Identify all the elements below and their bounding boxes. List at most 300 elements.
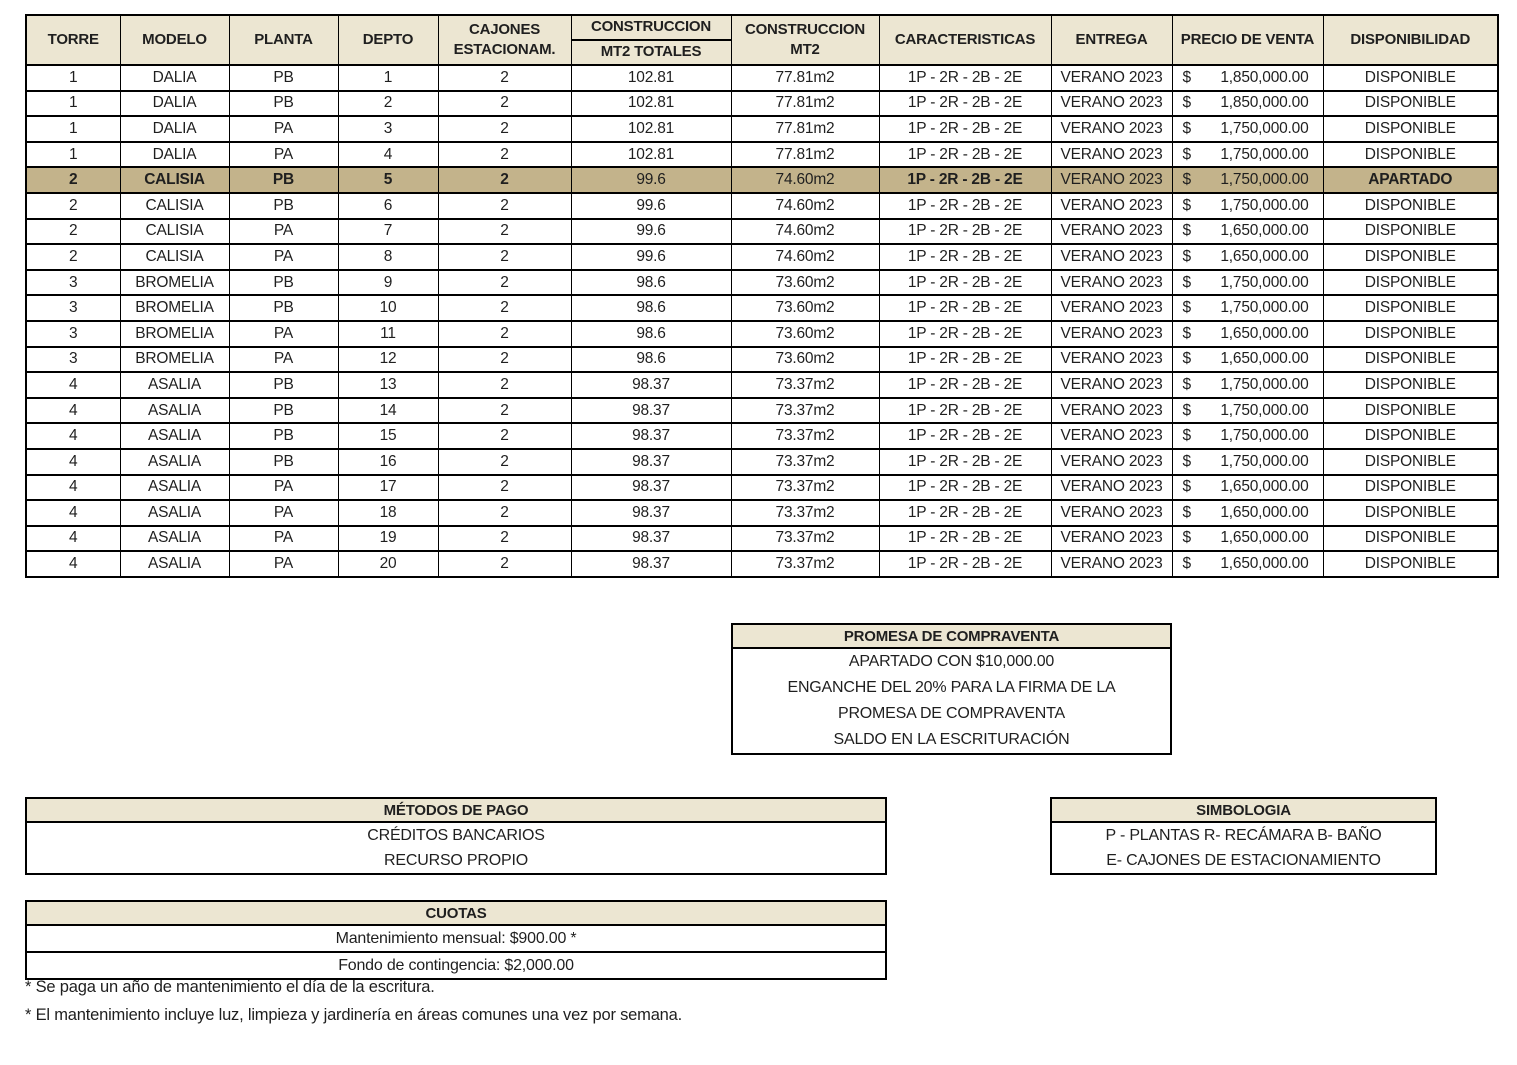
cell-mt2_totales: 102.81 bbox=[571, 142, 731, 168]
cell-construccion: 73.37m2 bbox=[731, 423, 879, 449]
cell-depto: 1 bbox=[338, 65, 438, 91]
cell-entrega: VERANO 2023 bbox=[1051, 244, 1172, 270]
table-row bbox=[26, 219, 1498, 245]
price-amount: 1,750,000.00 bbox=[1220, 171, 1309, 189]
cell-planta: PB bbox=[229, 449, 338, 475]
cell-caracteristicas: 1P - 2R - 2B - 2E bbox=[879, 372, 1051, 398]
col-header-planta: PLANTA bbox=[229, 15, 338, 65]
cell-modelo: DALIA bbox=[120, 65, 229, 91]
cell-entrega: VERANO 2023 bbox=[1051, 142, 1172, 168]
col-header-construccion-totales-top: CONSTRUCCION bbox=[571, 15, 731, 40]
cell-entrega: VERANO 2023 bbox=[1051, 449, 1172, 475]
cell-precio bbox=[1172, 500, 1323, 526]
cell-depto: 3 bbox=[338, 116, 438, 142]
cell-entrega: VERANO 2023 bbox=[1051, 321, 1172, 347]
cell-mt2_totales: 98.37 bbox=[571, 423, 731, 449]
table-row bbox=[26, 551, 1498, 577]
cell-entrega: VERANO 2023 bbox=[1051, 193, 1172, 219]
price-amount: 1,650,000.00 bbox=[1220, 350, 1309, 368]
cell-depto: 6 bbox=[338, 193, 438, 219]
cell-mt2_totales: 99.6 bbox=[571, 219, 731, 245]
cell-planta: PB bbox=[229, 423, 338, 449]
price-amount: 1,650,000.00 bbox=[1220, 247, 1309, 265]
cell-entrega: VERANO 2023 bbox=[1051, 270, 1172, 296]
cell-construccion: 73.37m2 bbox=[731, 398, 879, 424]
cell-mt2_totales: 98.37 bbox=[571, 398, 731, 424]
currency-symbol: $ bbox=[1182, 273, 1191, 291]
currency-symbol: $ bbox=[1182, 247, 1191, 265]
cell-modelo: BROMELIA bbox=[120, 347, 229, 373]
cell-disponibilidad: DISPONIBLE bbox=[1323, 65, 1498, 91]
cell-precio bbox=[1172, 475, 1323, 501]
currency-symbol: $ bbox=[1182, 324, 1191, 342]
cell-construccion: 73.37m2 bbox=[731, 449, 879, 475]
cell-caracteristicas: 1P - 2R - 2B - 2E bbox=[879, 167, 1051, 193]
cell-depto: 10 bbox=[338, 295, 438, 321]
currency-symbol: $ bbox=[1182, 299, 1191, 317]
currency-symbol: $ bbox=[1182, 529, 1191, 547]
price-list-table bbox=[25, 14, 1499, 578]
col-header-modelo: MODELO bbox=[120, 15, 229, 65]
col-header-entrega: ENTREGA bbox=[1051, 15, 1172, 65]
cell-mt2_totales: 98.37 bbox=[571, 475, 731, 501]
cell-cajones: 2 bbox=[438, 295, 571, 321]
simbologia-box-title: SIMBOLOGIA bbox=[1052, 799, 1435, 823]
cell-precio bbox=[1172, 449, 1323, 475]
price-amount: 1,650,000.00 bbox=[1220, 478, 1309, 496]
cell-modelo: ASALIA bbox=[120, 551, 229, 577]
cell-modelo: DALIA bbox=[120, 142, 229, 168]
table-row bbox=[26, 244, 1498, 270]
cell-construccion: 73.37m2 bbox=[731, 500, 879, 526]
cell-torre: 4 bbox=[26, 372, 120, 398]
cell-depto: 17 bbox=[338, 475, 438, 501]
cell-planta: PB bbox=[229, 91, 338, 117]
cell-modelo: ASALIA bbox=[120, 372, 229, 398]
cell-precio bbox=[1172, 91, 1323, 117]
col-header-torre: TORRE bbox=[26, 15, 120, 65]
cell-modelo: ASALIA bbox=[120, 398, 229, 424]
footnote-maintenance-includes: * El mantenimiento incluye luz, limpieza y jardinería en áreas comunes una vez por semana. bbox=[25, 1006, 683, 1024]
price-amount: 1,850,000.00 bbox=[1220, 94, 1309, 112]
price-amount: 1,650,000.00 bbox=[1220, 324, 1309, 342]
cell-planta: PA bbox=[229, 475, 338, 501]
cell-caracteristicas: 1P - 2R - 2B - 2E bbox=[879, 270, 1051, 296]
cell-precio bbox=[1172, 270, 1323, 296]
cell-caracteristicas: 1P - 2R - 2B - 2E bbox=[879, 423, 1051, 449]
cell-planta: PA bbox=[229, 500, 338, 526]
table-row bbox=[26, 423, 1498, 449]
cell-depto: 19 bbox=[338, 526, 438, 552]
cell-caracteristicas: 1P - 2R - 2B - 2E bbox=[879, 193, 1051, 219]
cell-depto: 20 bbox=[338, 551, 438, 577]
cell-entrega: VERANO 2023 bbox=[1051, 398, 1172, 424]
cell-planta: PB bbox=[229, 193, 338, 219]
cell-torre: 3 bbox=[26, 295, 120, 321]
footnote-maintenance-payment: * Se paga un año de mantenimiento el día de la escritura. bbox=[25, 978, 435, 996]
cell-depto: 8 bbox=[338, 244, 438, 270]
table-row bbox=[26, 372, 1498, 398]
table-row bbox=[26, 449, 1498, 475]
cell-cajones: 2 bbox=[438, 270, 571, 296]
cell-torre: 3 bbox=[26, 270, 120, 296]
cell-modelo: BROMELIA bbox=[120, 270, 229, 296]
cell-torre: 4 bbox=[26, 423, 120, 449]
cell-cajones: 2 bbox=[438, 500, 571, 526]
cell-precio bbox=[1172, 167, 1323, 193]
currency-symbol: $ bbox=[1182, 94, 1191, 112]
box-line: P - PLANTAS R- RECÁMARA B- BAÑO bbox=[1105, 827, 1382, 844]
box-line: Fondo de contingencia: $2,000.00 bbox=[27, 951, 885, 978]
cell-mt2_totales: 99.6 bbox=[571, 167, 731, 193]
cell-modelo: BROMELIA bbox=[120, 295, 229, 321]
cell-precio bbox=[1172, 116, 1323, 142]
cell-entrega: VERANO 2023 bbox=[1051, 347, 1172, 373]
cell-construccion: 73.60m2 bbox=[731, 295, 879, 321]
col-header-cajones-estacionam: CAJONES ESTACIONAM. bbox=[438, 15, 571, 65]
cell-torre: 2 bbox=[26, 219, 120, 245]
table-row bbox=[26, 295, 1498, 321]
price-amount: 1,850,000.00 bbox=[1220, 68, 1309, 86]
cell-torre: 4 bbox=[26, 449, 120, 475]
cell-disponibilidad: DISPONIBLE bbox=[1323, 116, 1498, 142]
cell-depto: 7 bbox=[338, 219, 438, 245]
table-body bbox=[26, 65, 1498, 577]
col-header-construccion-mt2: CONSTRUCCION MT2 bbox=[731, 15, 879, 65]
box-line: APARTADO CON $10,000.00 bbox=[848, 653, 1055, 670]
cell-planta: PB bbox=[229, 65, 338, 91]
cell-disponibilidad: DISPONIBLE bbox=[1323, 91, 1498, 117]
cell-cajones: 2 bbox=[438, 321, 571, 347]
box-line: PROMESA DE COMPRAVENTA bbox=[837, 705, 1066, 722]
metodos-box-title: MÉTODOS DE PAGO bbox=[27, 799, 885, 823]
cell-construccion: 73.37m2 bbox=[731, 372, 879, 398]
cell-torre: 4 bbox=[26, 398, 120, 424]
cell-construccion: 77.81m2 bbox=[731, 65, 879, 91]
price-amount: 1,750,000.00 bbox=[1220, 375, 1309, 393]
cell-construccion: 73.60m2 bbox=[731, 270, 879, 296]
cell-depto: 18 bbox=[338, 500, 438, 526]
cell-cajones: 2 bbox=[438, 398, 571, 424]
cell-entrega: VERANO 2023 bbox=[1051, 219, 1172, 245]
cell-precio bbox=[1172, 372, 1323, 398]
cell-cajones: 2 bbox=[438, 372, 571, 398]
cell-depto: 4 bbox=[338, 142, 438, 168]
currency-symbol: $ bbox=[1182, 478, 1191, 496]
cell-precio bbox=[1172, 423, 1323, 449]
cell-disponibilidad: DISPONIBLE bbox=[1323, 270, 1498, 296]
price-amount: 1,650,000.00 bbox=[1220, 503, 1309, 521]
cell-cajones: 2 bbox=[438, 551, 571, 577]
cell-cajones: 2 bbox=[438, 423, 571, 449]
cell-modelo: DALIA bbox=[120, 116, 229, 142]
cell-precio bbox=[1172, 244, 1323, 270]
cell-torre: 3 bbox=[26, 321, 120, 347]
cell-caracteristicas: 1P - 2R - 2B - 2E bbox=[879, 295, 1051, 321]
cell-disponibilidad: DISPONIBLE bbox=[1323, 500, 1498, 526]
cell-disponibilidad: DISPONIBLE bbox=[1323, 295, 1498, 321]
currency-symbol: $ bbox=[1182, 350, 1191, 368]
table-row bbox=[26, 65, 1498, 91]
currency-symbol: $ bbox=[1182, 145, 1191, 163]
cell-modelo: CALISIA bbox=[120, 244, 229, 270]
cell-entrega: VERANO 2023 bbox=[1051, 423, 1172, 449]
table-row bbox=[26, 475, 1498, 501]
cell-entrega: VERANO 2023 bbox=[1051, 116, 1172, 142]
price-amount: 1,750,000.00 bbox=[1220, 273, 1309, 291]
cell-mt2_totales: 99.6 bbox=[571, 193, 731, 219]
cell-disponibilidad: DISPONIBLE bbox=[1323, 398, 1498, 424]
cell-torre: 1 bbox=[26, 116, 120, 142]
cell-torre: 3 bbox=[26, 347, 120, 373]
price-amount: 1,750,000.00 bbox=[1220, 452, 1309, 470]
currency-symbol: $ bbox=[1182, 119, 1191, 137]
cell-disponibilidad: APARTADO bbox=[1323, 167, 1498, 193]
price-amount: 1,650,000.00 bbox=[1220, 222, 1309, 240]
cell-caracteristicas: 1P - 2R - 2B - 2E bbox=[879, 91, 1051, 117]
cell-modelo: ASALIA bbox=[120, 449, 229, 475]
cell-mt2_totales: 98.37 bbox=[571, 500, 731, 526]
cell-cajones: 2 bbox=[438, 116, 571, 142]
promesa-box-body bbox=[733, 649, 1170, 753]
cell-disponibilidad: DISPONIBLE bbox=[1323, 449, 1498, 475]
cell-construccion: 77.81m2 bbox=[731, 142, 879, 168]
cell-planta: PB bbox=[229, 167, 338, 193]
cell-disponibilidad: DISPONIBLE bbox=[1323, 347, 1498, 373]
table-header bbox=[26, 15, 1498, 65]
cell-precio bbox=[1172, 142, 1323, 168]
cell-torre: 1 bbox=[26, 91, 120, 117]
cell-precio bbox=[1172, 295, 1323, 321]
cell-entrega: VERANO 2023 bbox=[1051, 372, 1172, 398]
cell-planta: PA bbox=[229, 244, 338, 270]
cell-disponibilidad: DISPONIBLE bbox=[1323, 423, 1498, 449]
price-amount: 1,750,000.00 bbox=[1220, 196, 1309, 214]
table-row bbox=[26, 321, 1498, 347]
cell-mt2_totales: 98.6 bbox=[571, 321, 731, 347]
metodos-box-body bbox=[27, 823, 885, 873]
box-line: SALDO EN LA ESCRITURACIÓN bbox=[833, 731, 1070, 748]
cell-planta: PA bbox=[229, 219, 338, 245]
table-row bbox=[26, 91, 1498, 117]
cell-torre: 4 bbox=[26, 551, 120, 577]
cell-depto: 13 bbox=[338, 372, 438, 398]
cell-construccion: 77.81m2 bbox=[731, 116, 879, 142]
cuotas-box-body bbox=[27, 926, 885, 978]
cell-construccion: 73.37m2 bbox=[731, 551, 879, 577]
table-row bbox=[26, 500, 1498, 526]
cell-depto: 15 bbox=[338, 423, 438, 449]
cell-depto: 5 bbox=[338, 167, 438, 193]
cell-disponibilidad: DISPONIBLE bbox=[1323, 321, 1498, 347]
cell-construccion: 73.37m2 bbox=[731, 475, 879, 501]
cell-planta: PA bbox=[229, 347, 338, 373]
cell-torre: 4 bbox=[26, 475, 120, 501]
cell-modelo: ASALIA bbox=[120, 423, 229, 449]
price-amount: 1,750,000.00 bbox=[1220, 401, 1309, 419]
cell-construccion: 74.60m2 bbox=[731, 244, 879, 270]
currency-symbol: $ bbox=[1182, 196, 1191, 214]
cell-torre: 4 bbox=[26, 526, 120, 552]
cell-torre: 1 bbox=[26, 142, 120, 168]
cell-mt2_totales: 98.6 bbox=[571, 270, 731, 296]
cell-depto: 2 bbox=[338, 91, 438, 117]
cell-disponibilidad: DISPONIBLE bbox=[1323, 372, 1498, 398]
cell-modelo: ASALIA bbox=[120, 526, 229, 552]
cell-caracteristicas: 1P - 2R - 2B - 2E bbox=[879, 116, 1051, 142]
cell-disponibilidad: DISPONIBLE bbox=[1323, 193, 1498, 219]
currency-symbol: $ bbox=[1182, 68, 1191, 86]
cell-depto: 16 bbox=[338, 449, 438, 475]
cell-cajones: 2 bbox=[438, 167, 571, 193]
cell-caracteristicas: 1P - 2R - 2B - 2E bbox=[879, 449, 1051, 475]
cell-modelo: ASALIA bbox=[120, 475, 229, 501]
cell-planta: PA bbox=[229, 142, 338, 168]
currency-symbol: $ bbox=[1182, 503, 1191, 521]
cell-precio bbox=[1172, 65, 1323, 91]
cell-precio bbox=[1172, 551, 1323, 577]
currency-symbol: $ bbox=[1182, 222, 1191, 240]
cell-construccion: 74.60m2 bbox=[731, 167, 879, 193]
cell-planta: PA bbox=[229, 526, 338, 552]
table-row bbox=[26, 116, 1498, 142]
cell-caracteristicas: 1P - 2R - 2B - 2E bbox=[879, 244, 1051, 270]
cell-precio bbox=[1172, 526, 1323, 552]
price-amount: 1,750,000.00 bbox=[1220, 427, 1309, 445]
cell-cajones: 2 bbox=[438, 347, 571, 373]
cell-disponibilidad: DISPONIBLE bbox=[1323, 142, 1498, 168]
cell-caracteristicas: 1P - 2R - 2B - 2E bbox=[879, 321, 1051, 347]
cell-mt2_totales: 102.81 bbox=[571, 116, 731, 142]
price-amount: 1,750,000.00 bbox=[1220, 145, 1309, 163]
table-row bbox=[26, 167, 1498, 193]
cell-precio bbox=[1172, 193, 1323, 219]
cell-cajones: 2 bbox=[438, 244, 571, 270]
cell-cajones: 2 bbox=[438, 475, 571, 501]
cell-precio bbox=[1172, 347, 1323, 373]
box-line: E- CAJONES DE ESTACIONAMIENTO bbox=[1106, 852, 1381, 869]
currency-symbol: $ bbox=[1182, 452, 1191, 470]
cell-planta: PB bbox=[229, 270, 338, 296]
table-row bbox=[26, 398, 1498, 424]
cell-disponibilidad: DISPONIBLE bbox=[1323, 244, 1498, 270]
cell-depto: 9 bbox=[338, 270, 438, 296]
cell-entrega: VERANO 2023 bbox=[1051, 526, 1172, 552]
cell-mt2_totales: 98.37 bbox=[571, 449, 731, 475]
cell-entrega: VERANO 2023 bbox=[1051, 167, 1172, 193]
cell-disponibilidad: DISPONIBLE bbox=[1323, 475, 1498, 501]
cell-depto: 14 bbox=[338, 398, 438, 424]
table-row bbox=[26, 526, 1498, 552]
col-header-disponibilidad: DISPONIBILIDAD bbox=[1323, 15, 1498, 65]
cell-mt2_totales: 98.37 bbox=[571, 551, 731, 577]
cell-torre: 2 bbox=[26, 244, 120, 270]
cell-modelo: ASALIA bbox=[120, 500, 229, 526]
cell-planta: PA bbox=[229, 116, 338, 142]
cell-modelo: CALISIA bbox=[120, 219, 229, 245]
cell-caracteristicas: 1P - 2R - 2B - 2E bbox=[879, 65, 1051, 91]
cell-entrega: VERANO 2023 bbox=[1051, 551, 1172, 577]
cell-mt2_totales: 98.37 bbox=[571, 372, 731, 398]
simbologia-box-body bbox=[1052, 823, 1435, 873]
cell-caracteristicas: 1P - 2R - 2B - 2E bbox=[879, 551, 1051, 577]
cell-construccion: 73.37m2 bbox=[731, 526, 879, 552]
box-line: RECURSO PROPIO bbox=[384, 852, 528, 869]
cell-construccion: 73.60m2 bbox=[731, 321, 879, 347]
box-line: ENGANCHE DEL 20% PARA LA FIRMA DE LA bbox=[787, 679, 1116, 696]
cell-entrega: VERANO 2023 bbox=[1051, 475, 1172, 501]
cell-mt2_totales: 99.6 bbox=[571, 244, 731, 270]
cell-torre: 1 bbox=[26, 65, 120, 91]
box-line: CRÉDITOS BANCARIOS bbox=[367, 827, 545, 844]
cell-planta: PB bbox=[229, 372, 338, 398]
cell-disponibilidad: DISPONIBLE bbox=[1323, 219, 1498, 245]
cell-planta: PB bbox=[229, 398, 338, 424]
cell-depto: 12 bbox=[338, 347, 438, 373]
cell-entrega: VERANO 2023 bbox=[1051, 295, 1172, 321]
cell-cajones: 2 bbox=[438, 91, 571, 117]
cell-construccion: 74.60m2 bbox=[731, 193, 879, 219]
cell-torre: 2 bbox=[26, 193, 120, 219]
price-amount: 1,750,000.00 bbox=[1220, 119, 1309, 137]
col-header-mt2-totales: MT2 TOTALES bbox=[571, 40, 731, 65]
price-amount: 1,650,000.00 bbox=[1220, 529, 1309, 547]
cell-cajones: 2 bbox=[438, 142, 571, 168]
currency-symbol: $ bbox=[1182, 171, 1191, 189]
cell-mt2_totales: 98.6 bbox=[571, 295, 731, 321]
table-row bbox=[26, 142, 1498, 168]
col-header-caracteristicas: CARACTERISTICAS bbox=[879, 15, 1051, 65]
cell-cajones: 2 bbox=[438, 526, 571, 552]
cell-cajones: 2 bbox=[438, 193, 571, 219]
cell-planta: PB bbox=[229, 295, 338, 321]
cell-cajones: 2 bbox=[438, 449, 571, 475]
cell-torre: 2 bbox=[26, 167, 120, 193]
cell-entrega: VERANO 2023 bbox=[1051, 500, 1172, 526]
box-line: Mantenimiento mensual: $900.00 * bbox=[335, 930, 577, 947]
cell-modelo: CALISIA bbox=[120, 167, 229, 193]
cell-torre: 4 bbox=[26, 500, 120, 526]
table-row bbox=[26, 193, 1498, 219]
promesa-de-compraventa-box bbox=[731, 623, 1172, 755]
cell-caracteristicas: 1P - 2R - 2B - 2E bbox=[879, 398, 1051, 424]
table-row bbox=[26, 270, 1498, 296]
cell-caracteristicas: 1P - 2R - 2B - 2E bbox=[879, 475, 1051, 501]
table-row bbox=[26, 347, 1498, 373]
cell-disponibilidad: DISPONIBLE bbox=[1323, 551, 1498, 577]
cell-entrega: VERANO 2023 bbox=[1051, 65, 1172, 91]
cell-cajones: 2 bbox=[438, 219, 571, 245]
promesa-box-title: PROMESA DE COMPRAVENTA bbox=[733, 625, 1170, 649]
currency-symbol: $ bbox=[1182, 401, 1191, 419]
cell-modelo: BROMELIA bbox=[120, 321, 229, 347]
cell-depto: 11 bbox=[338, 321, 438, 347]
currency-symbol: $ bbox=[1182, 555, 1191, 573]
cell-caracteristicas: 1P - 2R - 2B - 2E bbox=[879, 142, 1051, 168]
cell-modelo: CALISIA bbox=[120, 193, 229, 219]
cuotas-box bbox=[25, 900, 887, 980]
price-amount: 1,750,000.00 bbox=[1220, 299, 1309, 317]
currency-symbol: $ bbox=[1182, 427, 1191, 445]
cell-mt2_totales: 98.6 bbox=[571, 347, 731, 373]
cell-entrega: VERANO 2023 bbox=[1051, 91, 1172, 117]
cell-cajones: 2 bbox=[438, 65, 571, 91]
cell-caracteristicas: 1P - 2R - 2B - 2E bbox=[879, 500, 1051, 526]
col-header-precio-de-venta: PRECIO DE VENTA bbox=[1172, 15, 1323, 65]
currency-symbol: $ bbox=[1182, 375, 1191, 393]
price-amount: 1,650,000.00 bbox=[1220, 555, 1309, 573]
cell-caracteristicas: 1P - 2R - 2B - 2E bbox=[879, 347, 1051, 373]
